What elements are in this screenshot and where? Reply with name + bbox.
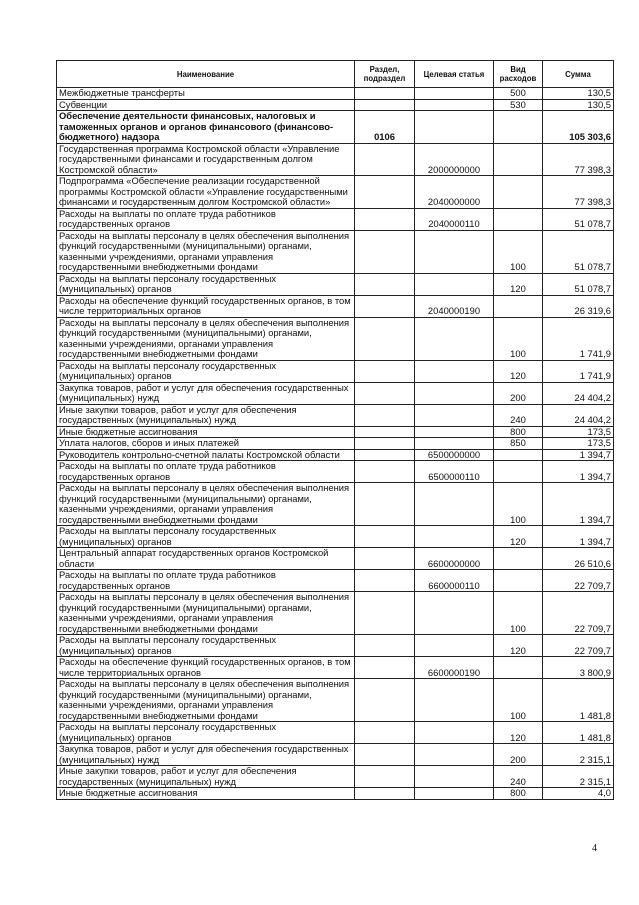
cell-name: Иные бюджетные ассигнования <box>57 426 355 438</box>
cell-sum: 130,5 <box>543 88 614 100</box>
cell-sum: 173,5 <box>543 438 614 450</box>
cell-kind: 500 <box>494 88 543 100</box>
cell-name: Закупка товаров, работ и услуг для обеспечения государственных (муниципальных) нужд <box>57 744 355 766</box>
cell-kind: 120 <box>494 722 543 744</box>
cell-kind: 240 <box>494 404 543 426</box>
table-row <box>57 99 614 111</box>
cell-name: Расходы на выплаты персоналу в целях обеспечения выполнения функций государственными (муниципальными) органами, казенными учреждениями, органами управления государственными внебюджетными фондами <box>57 592 355 635</box>
cell-kind: 800 <box>494 788 543 800</box>
cell-target <box>415 99 494 111</box>
table-row <box>57 788 614 800</box>
table-row <box>57 88 614 100</box>
table-row <box>57 592 614 635</box>
cell-section <box>355 360 415 382</box>
cell-target <box>415 273 494 295</box>
cell-sum: 130,5 <box>543 99 614 111</box>
header-target: Целевая статья <box>415 61 494 88</box>
table-row <box>57 317 614 360</box>
cell-name: Подпрограмма «Обеспечение реализации государственной программы Костромской области «Управление государственными финансами и государственным долгом Костромской области» <box>57 176 355 209</box>
cell-sum: 105 303,6 <box>543 111 614 144</box>
table-row <box>57 657 614 679</box>
cell-target <box>415 404 494 426</box>
header-row <box>57 61 614 88</box>
cell-sum: 22 709,7 <box>543 635 614 657</box>
cell-target: 2040000110 <box>415 208 494 230</box>
cell-section <box>355 295 415 317</box>
cell-name: Межбюджетные трансферты <box>57 88 355 100</box>
table-row <box>57 679 614 722</box>
cell-target <box>415 526 494 548</box>
table-row <box>57 635 614 657</box>
cell-sum: 22 709,7 <box>543 592 614 635</box>
cell-section <box>355 88 415 100</box>
cell-section <box>355 483 415 526</box>
header-section: Раздел, подраздел <box>355 61 415 88</box>
cell-name: Расходы на выплаты персоналу в целях обеспечения выполнения функций государственными (муниципальными) органами, казенными учреждениями, органами управления государственными внебюджетными фондами <box>57 679 355 722</box>
cell-kind: 530 <box>494 99 543 111</box>
table-row <box>57 461 614 483</box>
cell-section <box>355 766 415 788</box>
cell-name: Расходы на выплаты по оплате труда работников государственных органов <box>57 461 355 483</box>
cell-name: Расходы на выплаты персоналу государственных (муниципальных) органов <box>57 635 355 657</box>
cell-sum: 77 398,3 <box>543 176 614 209</box>
cell-kind <box>494 295 543 317</box>
cell-name: Иные бюджетные ассигнования <box>57 788 355 800</box>
cell-section <box>355 438 415 450</box>
cell-name: Расходы на выплаты персоналу государственных (муниципальных) органов <box>57 722 355 744</box>
table-row <box>57 111 614 144</box>
cell-kind: 100 <box>494 317 543 360</box>
header-kind: Вид расходов <box>494 61 543 88</box>
cell-target: 2040000190 <box>415 295 494 317</box>
table-row <box>57 404 614 426</box>
table-row <box>57 766 614 788</box>
table-row <box>57 526 614 548</box>
cell-target: 6500000110 <box>415 461 494 483</box>
cell-target <box>415 722 494 744</box>
cell-target <box>415 635 494 657</box>
cell-section <box>355 176 415 209</box>
cell-section <box>355 526 415 548</box>
cell-section <box>355 404 415 426</box>
cell-sum: 1 394,7 <box>543 483 614 526</box>
cell-target <box>415 766 494 788</box>
table-row <box>57 208 614 230</box>
cell-section <box>355 548 415 570</box>
page-number: 4 <box>592 843 597 854</box>
table-row <box>57 449 614 461</box>
cell-kind: 100 <box>494 483 543 526</box>
cell-kind: 240 <box>494 766 543 788</box>
cell-name: Расходы на выплаты персоналу государственных (муниципальных) органов <box>57 273 355 295</box>
cell-sum: 51 078,7 <box>543 230 614 273</box>
cell-kind <box>494 143 543 176</box>
cell-name: Закупка товаров, работ и услуг для обеспечения государственных (муниципальных) нужд <box>57 382 355 404</box>
cell-name: Центральный аппарат государственных органов Костромской области <box>57 548 355 570</box>
cell-section <box>355 382 415 404</box>
cell-sum: 2 315,1 <box>543 766 614 788</box>
cell-kind <box>494 461 543 483</box>
cell-sum: 77 398,3 <box>543 143 614 176</box>
cell-target <box>415 111 494 144</box>
cell-section <box>355 679 415 722</box>
cell-name: Иные закупки товаров, работ и услуг для обеспечения государственных (муниципальных) нужд <box>57 404 355 426</box>
cell-kind: 120 <box>494 273 543 295</box>
cell-name: Субвенции <box>57 99 355 111</box>
header-sum: Сумма <box>543 61 614 88</box>
cell-section <box>355 317 415 360</box>
cell-target: 2000000000 <box>415 143 494 176</box>
table-row <box>57 483 614 526</box>
cell-section <box>355 744 415 766</box>
cell-name: Уплата налогов, сборов и иных платежей <box>57 438 355 450</box>
cell-target <box>415 679 494 722</box>
cell-sum: 3 800,9 <box>543 657 614 679</box>
table-row <box>57 230 614 273</box>
cell-target <box>415 438 494 450</box>
table-row <box>57 176 614 209</box>
cell-sum: 26 319,6 <box>543 295 614 317</box>
cell-section <box>355 461 415 483</box>
cell-section <box>355 788 415 800</box>
cell-sum: 24 404,2 <box>543 382 614 404</box>
table-header <box>57 61 614 88</box>
cell-section <box>355 99 415 111</box>
cell-sum: 2 315,1 <box>543 744 614 766</box>
cell-target <box>415 230 494 273</box>
table-row <box>57 438 614 450</box>
cell-section <box>355 208 415 230</box>
cell-name: Расходы на выплаты по оплате труда работников государственных органов <box>57 570 355 592</box>
cell-section <box>355 449 415 461</box>
table-row <box>57 744 614 766</box>
cell-section <box>355 657 415 679</box>
header-name: Наименование <box>57 61 355 88</box>
cell-kind: 200 <box>494 382 543 404</box>
cell-kind <box>494 657 543 679</box>
cell-kind: 100 <box>494 592 543 635</box>
cell-target <box>415 483 494 526</box>
cell-name: Расходы на выплаты персоналу в целях обеспечения выполнения функций государственными (муниципальными) органами, казенными учреждениями, органами управления государственными внебюджетными фондами <box>57 230 355 273</box>
table-row <box>57 570 614 592</box>
cell-sum: 51 078,7 <box>543 273 614 295</box>
cell-name: Расходы на выплаты персоналу государственных (муниципальных) органов <box>57 526 355 548</box>
cell-section: 0106 <box>355 111 415 144</box>
cell-kind <box>494 449 543 461</box>
cell-target: 6600000110 <box>415 570 494 592</box>
cell-kind: 120 <box>494 526 543 548</box>
cell-kind: 120 <box>494 360 543 382</box>
table-row <box>57 382 614 404</box>
cell-target <box>415 360 494 382</box>
cell-sum: 51 078,7 <box>543 208 614 230</box>
cell-target <box>415 426 494 438</box>
cell-section <box>355 722 415 744</box>
cell-section <box>355 592 415 635</box>
cell-kind <box>494 176 543 209</box>
cell-kind: 100 <box>494 230 543 273</box>
cell-sum: 26 510,6 <box>543 548 614 570</box>
cell-kind: 800 <box>494 426 543 438</box>
cell-kind: 850 <box>494 438 543 450</box>
budget-table <box>56 60 614 800</box>
cell-name: Расходы на обеспечение функций государственных органов, в том числе территориальных органов <box>57 657 355 679</box>
cell-name: Иные закупки товаров, работ и услуг для обеспечения государственных (муниципальных) нужд <box>57 766 355 788</box>
table-row <box>57 548 614 570</box>
cell-sum: 1 394,7 <box>543 461 614 483</box>
cell-sum: 4,0 <box>543 788 614 800</box>
cell-sum: 1 481,8 <box>543 722 614 744</box>
cell-kind: 200 <box>494 744 543 766</box>
cell-sum: 1 394,7 <box>543 449 614 461</box>
cell-kind: 120 <box>494 635 543 657</box>
cell-section <box>355 230 415 273</box>
cell-target <box>415 317 494 360</box>
cell-section <box>355 426 415 438</box>
cell-sum: 24 404,2 <box>543 404 614 426</box>
cell-target <box>415 788 494 800</box>
cell-target: 6600000190 <box>415 657 494 679</box>
table-row <box>57 143 614 176</box>
cell-section <box>355 570 415 592</box>
cell-section <box>355 635 415 657</box>
cell-name: Расходы на выплаты персоналу государственных (муниципальных) органов <box>57 360 355 382</box>
cell-target <box>415 744 494 766</box>
cell-sum: 1 481,8 <box>543 679 614 722</box>
table-row <box>57 360 614 382</box>
table-body <box>57 88 614 800</box>
cell-sum: 1 741,9 <box>543 360 614 382</box>
cell-section <box>355 143 415 176</box>
cell-kind <box>494 548 543 570</box>
cell-target: 6500000000 <box>415 449 494 461</box>
cell-name: Обеспечение деятельности финансовых, налоговых и таможенных органов и органов финансового (финансово-бюджетного) надзора <box>57 111 355 144</box>
cell-name: Расходы на обеспечение функций государственных органов, в том числе территориальных органов <box>57 295 355 317</box>
cell-target <box>415 88 494 100</box>
cell-name: Расходы на выплаты по оплате труда работников государственных органов <box>57 208 355 230</box>
cell-sum: 22 709,7 <box>543 570 614 592</box>
table-row <box>57 273 614 295</box>
cell-name: Государственная программа Костромской области «Управление государственными финансами и государственным долгом Костромской области» <box>57 143 355 176</box>
cell-name: Расходы на выплаты персоналу в целях обеспечения выполнения функций государственными (муниципальными) органами, казенными учреждениями, органами управления государственными внебюджетными фондами <box>57 483 355 526</box>
cell-kind <box>494 570 543 592</box>
cell-target: 6600000000 <box>415 548 494 570</box>
cell-name: Руководитель контрольно-счетной палаты Костромской области <box>57 449 355 461</box>
table-row <box>57 295 614 317</box>
table-row <box>57 722 614 744</box>
cell-kind: 100 <box>494 679 543 722</box>
cell-target: 2040000000 <box>415 176 494 209</box>
table-row <box>57 426 614 438</box>
cell-target <box>415 382 494 404</box>
cell-section <box>355 273 415 295</box>
cell-kind <box>494 208 543 230</box>
cell-kind <box>494 111 543 144</box>
cell-name: Расходы на выплаты персоналу в целях обеспечения выполнения функций государственными (муниципальными) органами, казенными учреждениями, органами управления государственными внебюджетными фондами <box>57 317 355 360</box>
cell-sum: 173,5 <box>543 426 614 438</box>
cell-sum: 1 741,9 <box>543 317 614 360</box>
cell-sum: 1 394,7 <box>543 526 614 548</box>
cell-target <box>415 592 494 635</box>
